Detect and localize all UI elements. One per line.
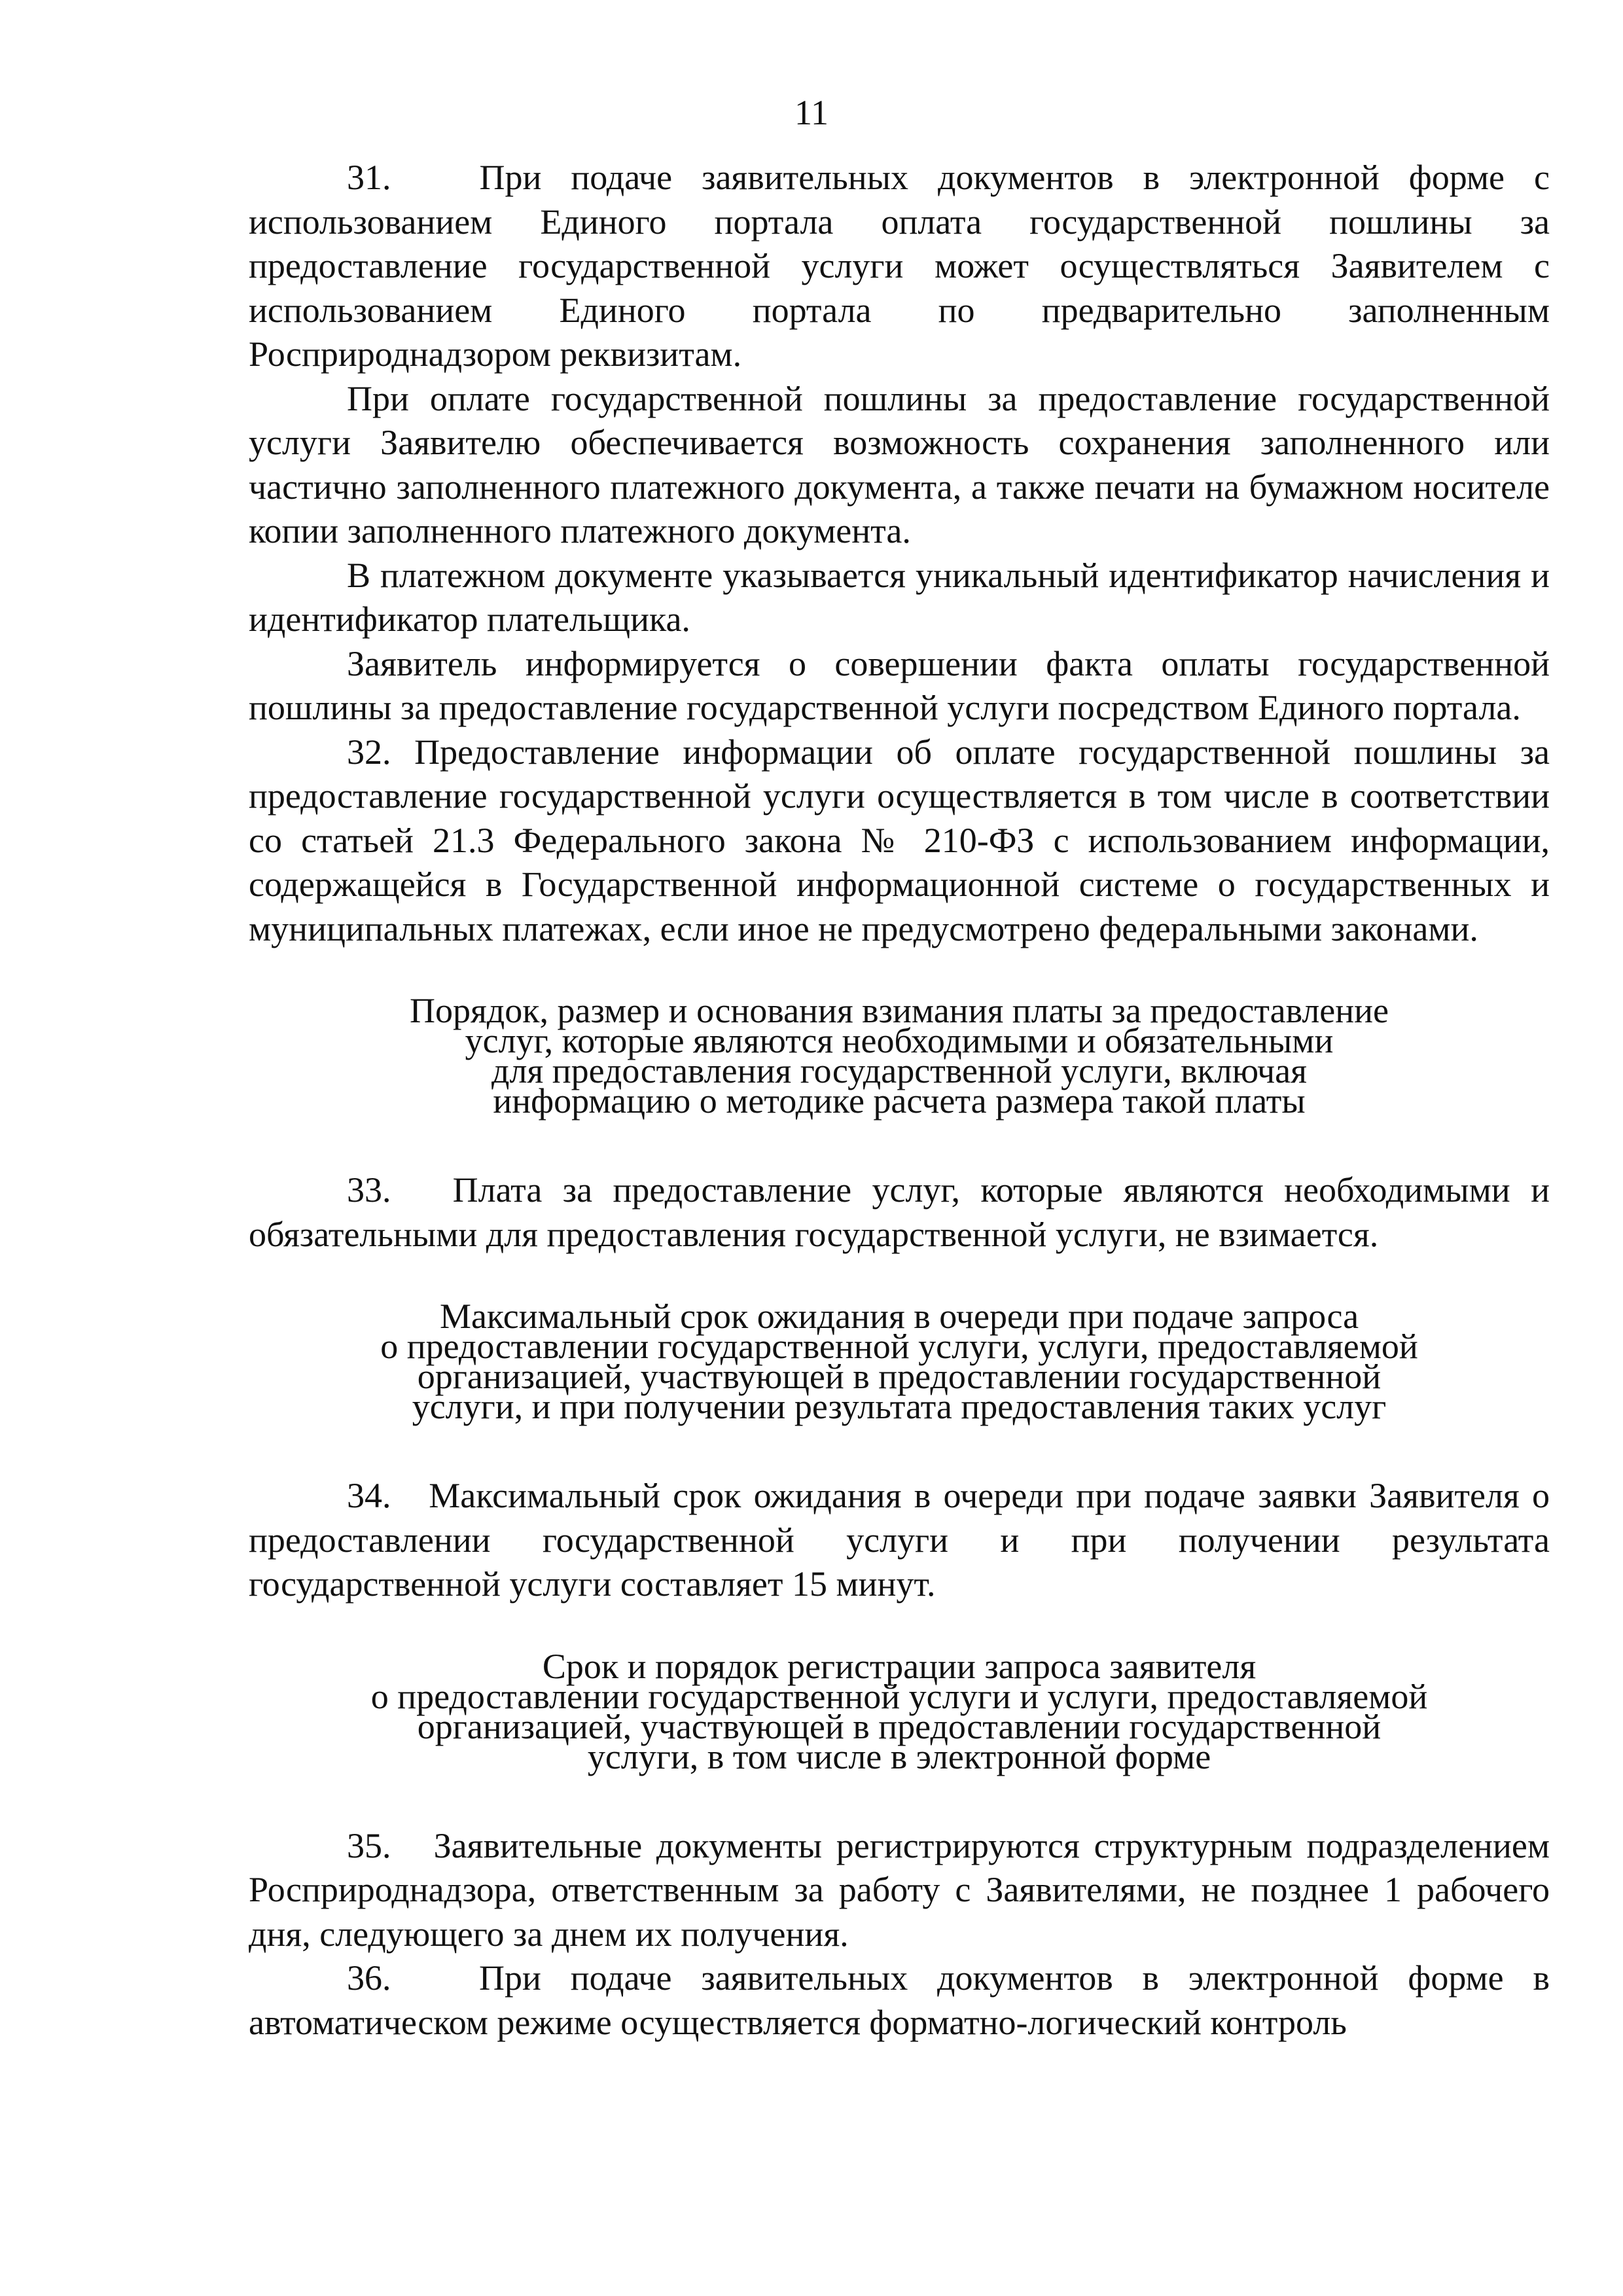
section-heading-registration bbox=[317, 1646, 1482, 1776]
heading-line: услуг, которые являются необходимыми и обязательными bbox=[465, 1021, 1334, 1060]
page-number: 11 bbox=[794, 93, 829, 132]
paragraph-36: 36. При подаче заявительных документов в электронной форме в автоматическом режиме осуществляется форматно-логический контроль bbox=[249, 1958, 1550, 2042]
paragraph-31: 31. При подаче заявительных документов в электронной форме с использованием Единого портала оплата государственной пошлины за предоставление государственной услуги может осуществляться Заявителем с использованием Единого портала по предварительно заполненным Росприроднадзором реквизитам. bbox=[249, 158, 1550, 374]
heading-line: услуги, в том числе в электронной форме bbox=[587, 1736, 1211, 1776]
heading-line: о предоставлении государственной услуги и услуги, предоставляемой bbox=[370, 1676, 1428, 1716]
paragraph-32: 32. Предоставление информации об оплате государственной пошлины за предоставление государственной услуги осуществляется в том числе в соответствии со статьей 21.3 Федерального закона № 210-ФЗ с использованием информации, содержащейся в Государственной информационной системе о государственных и муниципальных платежах, если иное не предусмотрено федеральными законами. bbox=[249, 732, 1550, 948]
heading-line: информацию о методике расчета размера такой платы bbox=[493, 1081, 1306, 1121]
heading-line: для предоставления государственной услуги, включая bbox=[491, 1051, 1307, 1090]
paragraph-35: 35. Заявительные документы регистрируются структурным подразделением Росприроднадзора, ответственным за работу с Заявителями, не позднее 1 рабочего дня, следующего за днем их получения. bbox=[249, 1825, 1550, 1954]
heading-line: Порядок, размер и основания взимания платы за предоставление bbox=[409, 991, 1389, 1030]
paragraph-31-identifier: В платежном документе указывается уникальный идентификатор начисления и идентификатор плательщика. bbox=[249, 555, 1550, 639]
paragraph-33: 33. Плата за предоставление услуг, которые являются необходимыми и обязательными для предоставления государственной услуги, не взимается. bbox=[249, 1170, 1550, 1254]
heading-line: услуги, и при получении результата предоставления таких услуг bbox=[412, 1387, 1387, 1426]
heading-line: Срок и порядок регистрации запроса заявителя bbox=[542, 1646, 1257, 1686]
paragraph-31-payment-saving: При оплате государственной пошлины за предоставление государственной услуги Заявителю обеспечивается возможность сохранения заполненного или частично заполненного платежного документа, а также печати на бумажном носителе копии заполненного платежного документа. bbox=[249, 378, 1550, 550]
heading-line: Максимальный срок ожидания в очереди при подаче запроса bbox=[439, 1297, 1359, 1336]
paragraph-34: 34. Максимальный срок ожидания в очереди при подаче заявки Заявителя о предоставлении государственной услуги и при получении результата государственной услуги составляет 15 минут. bbox=[249, 1476, 1550, 1604]
paragraph-31-notification: Заявитель информируется о совершении факта оплаты государственной пошлины за предоставление государственной услуги посредством Единого портала. bbox=[249, 643, 1550, 727]
heading-line: организацией, участвующей в предоставлении государственной bbox=[417, 1357, 1382, 1396]
heading-line: о предоставлении государственной услуги, услуги, предоставляемой bbox=[380, 1327, 1418, 1366]
document-body bbox=[249, 156, 1550, 2045]
section-heading-max-wait bbox=[317, 1297, 1482, 1426]
section-heading-fee-procedure bbox=[317, 991, 1482, 1121]
heading-line: организацией, участвующей в предоставлении государственной bbox=[417, 1706, 1382, 1746]
